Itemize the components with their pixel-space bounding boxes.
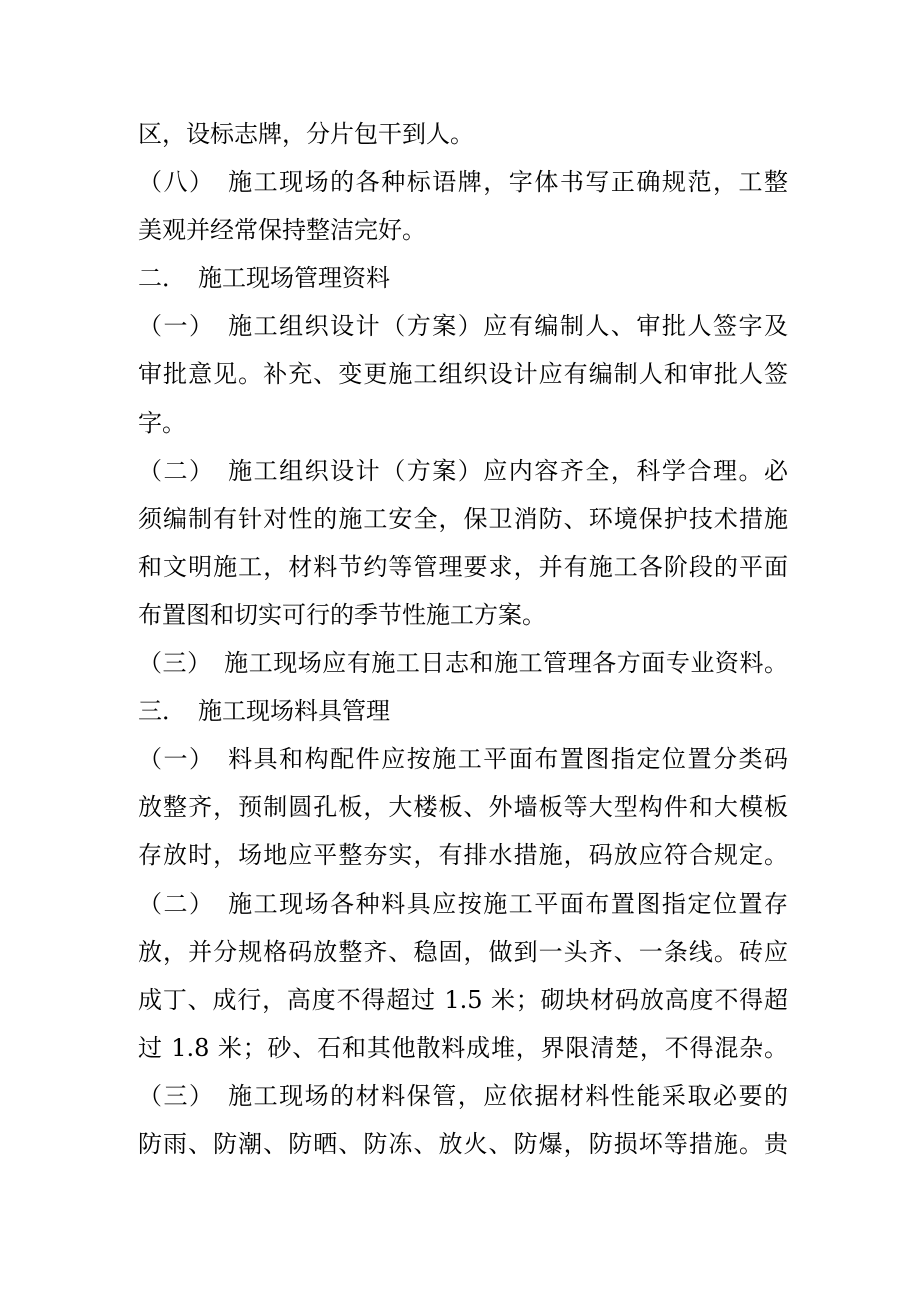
text-line: 审批意见。补充、变更施工组织设计应有编制人和审批人签 — [138, 360, 788, 389]
item-1-line: （一） 料具和构配件应按施工平面布置图指定位置分类码 — [138, 745, 788, 774]
text-line: 成丁、成行，高度不得超过 1.5 米；砌块材码放高度不得超 — [138, 985, 788, 1014]
text-line: 美观并经常保持整洁完好。 — [138, 216, 426, 245]
text-line: 和文明施工，材料节约等管理要求，并有施工各阶段的平面 — [138, 552, 788, 581]
item-3-line: （三） 施工现场应有施工日志和施工管理各方面专业资料。 — [138, 649, 788, 678]
section-3-heading: 三． 施工现场料具管理 — [138, 697, 390, 726]
text-line: 字。 — [138, 408, 186, 437]
item-8-heading-line: （八） 施工现场的各种标语牌，字体书写正确规范，工整 — [138, 168, 788, 197]
text-line: 防雨、防潮、防晒、防冻、放火、防爆，防损坏等措施。贵 — [138, 1129, 788, 1158]
text-line: 须编制有针对性的施工安全，保卫消防、环境保护技术措施 — [138, 504, 788, 533]
item-2-line: （二） 施工现场各种料具应按施工平面布置图指定位置存 — [138, 889, 788, 918]
text-line: 布置图和切实可行的季节性施工方案。 — [138, 600, 546, 629]
item-2-line: （二） 施工组织设计（方案）应内容齐全，科学合理。必 — [138, 456, 788, 485]
item-3-line: （三） 施工现场的材料保管，应依据材料性能采取必要的 — [138, 1081, 788, 1110]
text-line: 放整齐，预制圆孔板，大楼板、外墙板等大型构件和大模板 — [138, 793, 788, 822]
item-1-line: （一） 施工组织设计（方案）应有编制人、审批人签字及 — [138, 312, 788, 341]
text-line: 存放时，场地应平整夯实，有排水措施，码放应符合规定。 — [138, 841, 788, 870]
text-line: 区，设标志牌，分片包干到人。 — [138, 120, 474, 148]
document-body — [138, 110, 788, 1168]
text-line: 过 1.8 米；砂、石和其他散料成堆，界限清楚，不得混杂。 — [138, 1033, 788, 1062]
text-line: 放，并分规格码放整齐、稳固，做到一头齐、一条线。砖应 — [138, 937, 788, 966]
section-2-heading: 二． 施工现场管理资料 — [138, 264, 390, 293]
